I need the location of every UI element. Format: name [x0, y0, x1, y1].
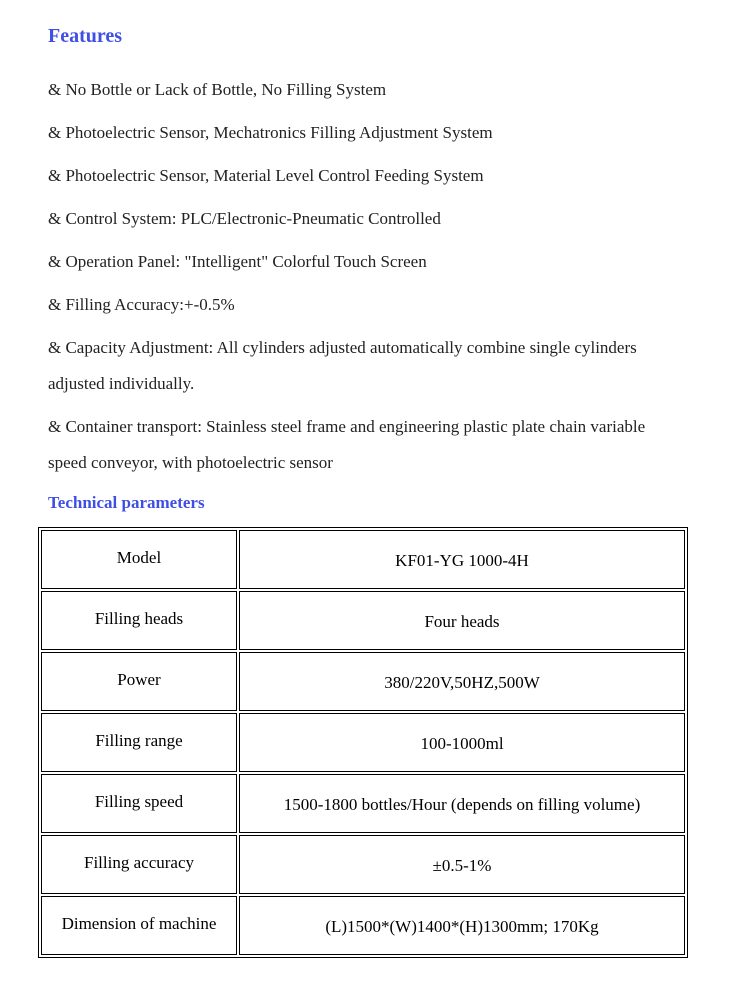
technical-parameters-heading: Technical parameters	[48, 493, 205, 512]
feature-item: & Photoelectric Sensor, Material Level Control Feeding System	[48, 166, 484, 185]
table-row	[41, 713, 685, 772]
param-label-cell	[41, 652, 237, 711]
param-value: 1500-1800 bottles/Hour (depends on filling volume)	[283, 794, 641, 814]
feature-item: & Capacity Adjustment: All cylinders adjusted automatically combine single cylinders adjusted individually.	[48, 338, 637, 393]
param-value-cell	[239, 713, 685, 772]
table-row	[41, 774, 685, 833]
param-value: (L)1500*(W)1400*(H)1300mm; 170Kg	[325, 916, 599, 936]
param-value: 380/220V,50HZ,500W	[384, 672, 540, 692]
param-label-cell	[41, 713, 237, 772]
param-value-cell	[239, 896, 685, 955]
feature-item: & No Bottle or Lack of Bottle, No Filling System	[48, 80, 387, 99]
table-row	[41, 591, 685, 650]
param-value-cell	[239, 835, 685, 894]
features-heading: Features	[48, 25, 123, 47]
table-row	[41, 652, 685, 711]
param-label-cell	[41, 835, 237, 894]
param-label: Dimension of machine	[61, 913, 217, 933]
feature-item: & Control System: PLC/Electronic-Pneumatic Controlled	[48, 209, 441, 228]
param-label-cell	[41, 896, 237, 955]
table-row	[41, 896, 685, 955]
feature-item: & Filling Accuracy:+-0.5%	[48, 295, 235, 314]
feature-item: & Operation Panel: "Intelligent" Colorful Touch Screen	[48, 252, 427, 271]
table-row	[41, 835, 685, 894]
param-value: KF01-YG 1000-4H	[395, 550, 529, 570]
param-value-cell	[239, 774, 685, 833]
param-value-cell	[239, 530, 685, 589]
param-value: 100-1000ml	[420, 733, 504, 753]
param-label: Filling accuracy	[84, 852, 194, 872]
table-row	[41, 530, 685, 589]
feature-item: & Container transport: Stainless steel frame and engineering plastic plate chain variable speed conveyor, with photoelectric sensor	[48, 417, 646, 472]
param-label: Filling speed	[94, 791, 184, 811]
param-value-cell	[239, 652, 685, 711]
param-label-cell	[41, 774, 237, 833]
param-label-cell	[41, 530, 237, 589]
param-value: Four heads	[424, 611, 500, 631]
param-label: Power	[117, 669, 161, 689]
param-label-cell	[41, 591, 237, 650]
param-label: Filling range	[95, 730, 183, 750]
feature-item: & Photoelectric Sensor, Mechatronics Filling Adjustment System	[48, 123, 493, 142]
param-value: ±0.5-1%	[432, 855, 492, 875]
technical-parameters-table	[38, 527, 688, 958]
param-label: Filling heads	[94, 608, 184, 628]
param-value-cell	[239, 591, 685, 650]
features-list	[48, 72, 648, 488]
param-label: Model	[116, 547, 162, 567]
